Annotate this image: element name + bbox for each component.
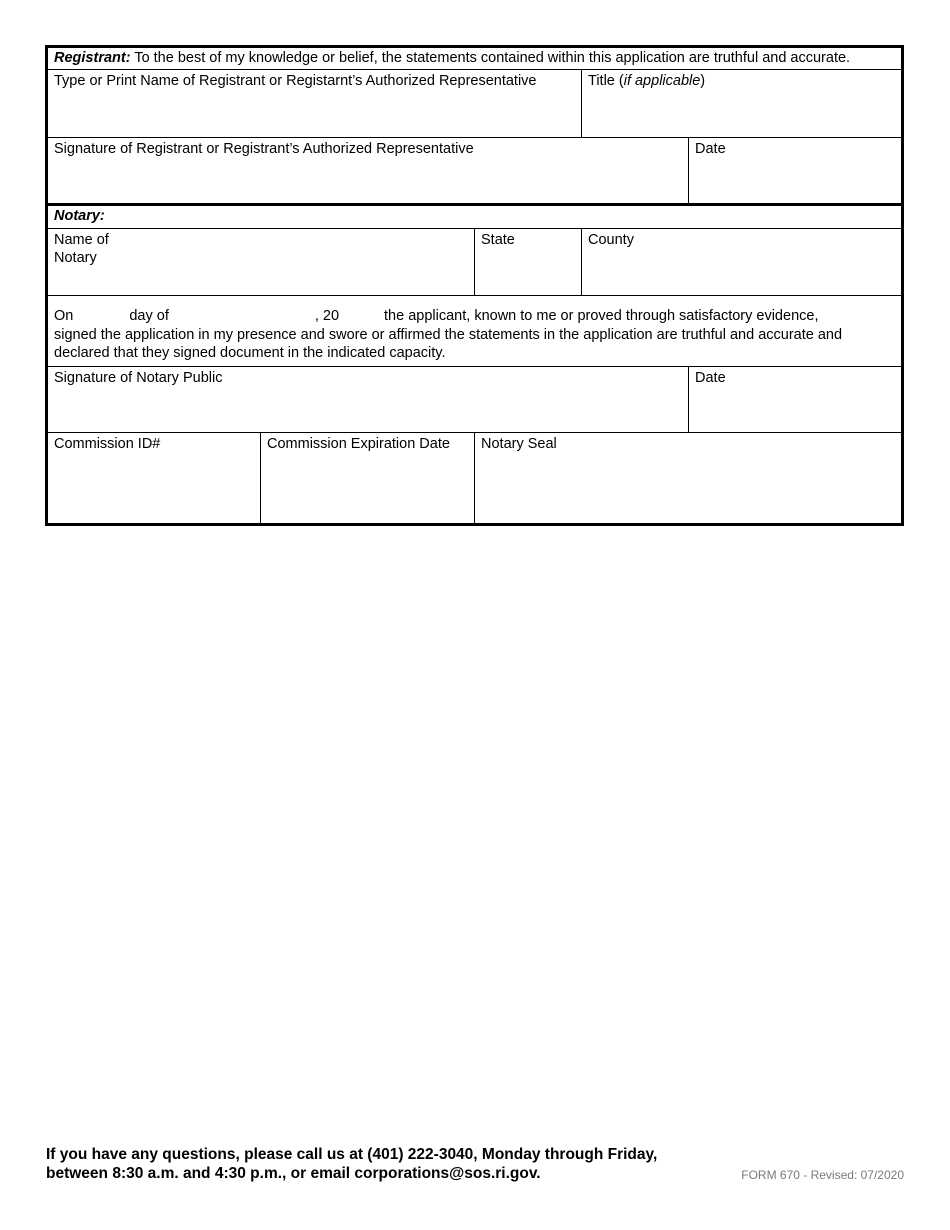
notary-signature-label: Signature of Notary Public [54,370,223,386]
commission-expiration-label: Commission Expiration Date [267,436,450,452]
notary-seal-area[interactable] [475,433,901,526]
contact-info-line2: between 8:30 a.m. and 4:30 p.m., or email corporations@sos.ri.gov. [46,1165,541,1182]
notary-seal-label: Notary Seal [481,436,557,452]
print-name-label: Type or Print Name of Registrant or Registarnt’s Authorized Representative [54,73,537,89]
notary-signature-field[interactable] [48,367,688,432]
notary-heading-text: Notary: [54,208,105,224]
title-field[interactable] [582,70,901,137]
notary-attestation [48,296,901,366]
attestation-line-2: signed the application in my presence and swore or affirmed the statements in the application are truthful and accurate and [54,326,843,343]
notary-date-field[interactable] [689,367,901,432]
notary-heading [48,206,901,228]
registrant-date-field[interactable] [689,138,901,203]
commission-id-label: Commission ID# [54,436,161,452]
commission-id-field[interactable] [48,433,260,526]
registrant-statement-text: To the best of my knowledge or belief, the statements contained within this application are truthful and accurate. [130,50,851,66]
form-number: FORM 670 - Revised: 07/2020 [741,1168,904,1182]
attestation-line-1 [54,307,895,326]
notary-name-label-line1: Name of [54,232,109,248]
title-label: Title ( [588,73,624,89]
commission-expiration-field[interactable] [261,433,474,526]
contact-info-line1: If you have any questions, please call us at (401) 222-3040, Monday through Friday, [46,1146,658,1163]
notary-state-label: State [481,232,515,248]
registrant-statement [48,48,901,69]
registrant-heading: Registrant: [54,50,131,66]
attest-on: On [54,308,74,324]
notary-county-field[interactable] [582,229,901,295]
notary-county-label: County [588,232,634,248]
attestation-line-3: declared that they signed document in the indicated capacity. [54,345,446,361]
attestation-form-table [45,45,904,526]
notary-name-label-line2: Notary [54,250,97,266]
title-label-italic: if applicable [623,73,701,89]
attest-rest: the applicant, known to me or proved through satisfactory evidence, [384,308,819,324]
notary-date-label: Date [695,370,726,386]
contact-info [46,1145,657,1183]
registrant-date-label: Date [695,141,726,157]
registrant-signature-label: Signature of Registrant or Registrant’s Authorized Representative [54,141,474,157]
attest-day-of: day of [129,308,169,324]
notary-state-field[interactable] [475,229,581,295]
attest-year: , 20 [314,308,340,324]
title-label-suffix: ) [700,73,706,89]
registrant-signature-field[interactable] [48,138,688,203]
print-name-field[interactable] [48,70,581,137]
notary-name-field[interactable] [48,229,474,295]
